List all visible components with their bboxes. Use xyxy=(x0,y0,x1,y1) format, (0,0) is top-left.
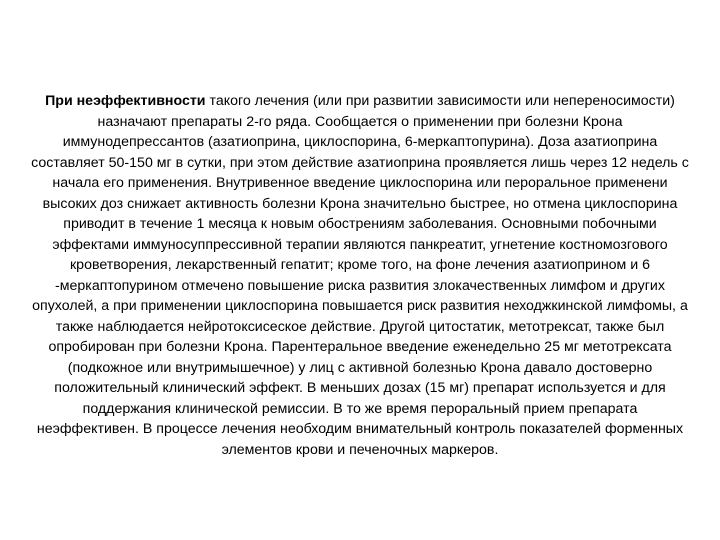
body-paragraph xyxy=(30,91,690,460)
body-text: такого лечения (или при развитии зависимости или непереносимости) назначают препараты 2-го ряда. Сообщается о применении при болезни Крона иммунодепрессантов (азатиоприна, циклоспорина, 6-меркаптопурина). Доза азатиоприна составляет 50-150 мг в сутки, при этом действие азатиоприна проявляется лишь через 12 недель с начала его применения. Внутривенное введение циклоспорина или пероральное применени высоких доз снижает активность болезни Крона значительно быстрее, но отмена циклоспорина приводит в течение 1 месяца к новым обострениям заболевания. Основными побочными эффектами иммуносуппрессивной терапии являются панкреатит, угнетение костномозгового кроветворения, лекарственный гепатит; кроме того, на фоне лечения азатиоприном и 6 -меркаптопурином отмечено повышение риска развития злокачественных лимфом и других опухолей, а при применении циклоспорина повышается риск развития неходжкинской лимфомы, а также наблюдается нейротоксисecкое действие. Другой цитостатик, метотрексат, также был опробирован при болезни Крона. Парентеральное введение еженедельно 25 мг метотрексата (подкожное или внутримышечное) у лиц с активной болезнью Крона давало достоверно положительный клинический эффект. В меньших дозах (15 мг) препарат используется и для поддержания клинической ремиссии. В то же время пероральный прием препарата неэффективен. В процессе лечения необходим внимательный контроль показателей форменных элементов крови и печеночных маркеров. xyxy=(31,93,689,458)
lead-bold-text: При неэффективности xyxy=(45,93,206,110)
